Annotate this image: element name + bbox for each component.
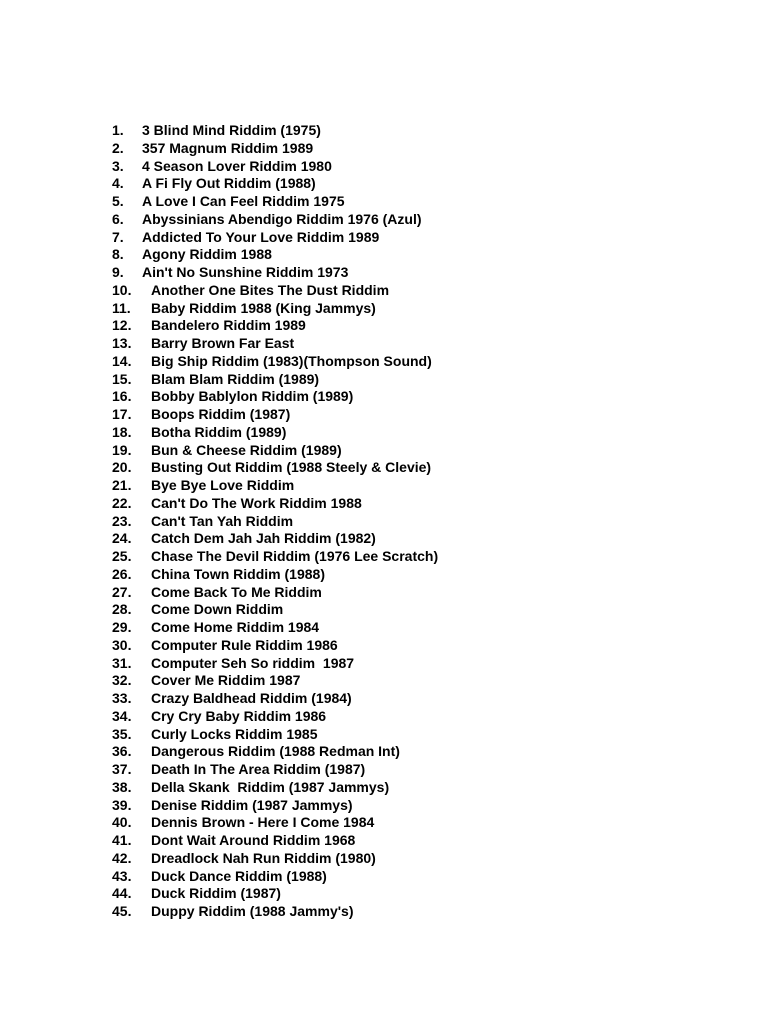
list-item	[112, 211, 438, 229]
item-number: 23.	[112, 512, 132, 529]
item-number: 21.	[112, 477, 132, 493]
item-title: Catch Dem Jah Jah Riddim (1982)	[151, 530, 376, 547]
item-title: Dangerous Riddim (1988 Redman Int)	[151, 743, 400, 760]
list-item	[112, 459, 438, 477]
list-item	[112, 495, 438, 513]
item-number: 32.	[112, 672, 132, 689]
item-number: 38.	[112, 778, 132, 795]
item-title: Denise Riddim (1987 Jammys)	[151, 796, 353, 813]
item-title: 3 Blind Mind Riddim (1975)	[142, 122, 321, 138]
item-title: Agony Riddim 1988	[142, 246, 272, 263]
item-title: Computer Seh So riddim 1987	[151, 654, 355, 671]
list-item	[112, 619, 438, 637]
item-title: Blam Blam Riddim (1989)	[151, 370, 320, 387]
item-title: Busting Out Riddim (1988 Steely & Clevie)	[151, 459, 432, 476]
item-title: Chase The Devil Riddim (1976 Lee Scratch)	[151, 548, 439, 564]
list-item	[112, 158, 438, 176]
item-number: 13.	[112, 335, 132, 351]
item-title: Barry Brown Far East	[151, 335, 295, 351]
list-item	[112, 193, 438, 211]
item-title: Bye Bye Love Riddim	[151, 477, 295, 493]
list-item	[112, 885, 438, 903]
item-number: 15.	[112, 370, 132, 387]
item-number: 37.	[112, 761, 132, 777]
item-title: Addicted To Your Love Riddim 1989	[142, 228, 380, 245]
item-title: Cry Cry Baby Riddim 1986	[151, 707, 327, 724]
item-number: 10.	[112, 281, 132, 298]
list-item	[112, 548, 438, 566]
list-item	[112, 743, 438, 761]
list-item	[112, 246, 438, 264]
list-item	[112, 779, 438, 797]
list-item	[112, 317, 438, 335]
item-number: 11.	[112, 299, 131, 316]
list-item	[112, 371, 438, 389]
list-item	[112, 300, 438, 318]
item-title: Bun & Cheese Riddim (1989)	[151, 441, 342, 458]
list-item	[112, 282, 438, 300]
item-number: 34.	[112, 707, 132, 724]
list-item	[112, 903, 438, 921]
list-item	[112, 140, 438, 158]
item-title: Della Skank Riddim (1987 Jammys)	[151, 778, 390, 795]
item-number: 39.	[112, 796, 132, 813]
item-number: 6.	[112, 210, 124, 227]
list-item	[112, 442, 438, 460]
list-item	[112, 477, 438, 495]
item-number: 36.	[112, 743, 132, 760]
item-number: 35.	[112, 725, 132, 742]
item-title: Cover Me Riddim 1987	[151, 672, 301, 689]
item-title: Bandelero Riddim 1989	[151, 317, 306, 334]
item-number: 28.	[112, 601, 132, 618]
item-title: Duck Riddim (1987)	[151, 885, 281, 902]
item-number: 42.	[112, 849, 132, 866]
list-item	[112, 797, 438, 815]
item-title: Duppy Riddim (1988 Jammy's)	[151, 903, 354, 919]
list-item	[112, 814, 438, 832]
item-title: Baby Riddim 1988 (King Jammys)	[151, 299, 376, 316]
list-item	[112, 513, 438, 531]
item-number: 17.	[112, 406, 132, 422]
item-title: 357 Magnum Riddim 1989	[142, 139, 314, 156]
item-title: Can't Tan Yah Riddim	[151, 512, 294, 529]
item-title: China Town Riddim (1988)	[151, 565, 325, 582]
item-title: Crazy Baldhead Riddim (1984)	[151, 690, 352, 706]
list-item	[112, 335, 438, 353]
item-number: 40.	[112, 814, 132, 831]
item-number: 31.	[112, 654, 132, 671]
item-number: 14.	[112, 352, 132, 369]
item-number: 41.	[112, 832, 132, 848]
item-number: 30.	[112, 636, 132, 653]
list-item	[112, 424, 438, 442]
list-item	[112, 122, 438, 140]
item-title: 4 Season Lover Riddim 1980	[142, 157, 332, 174]
item-title: Dreadlock Nah Run Riddim (1980)	[151, 849, 376, 866]
item-number: 19.	[112, 441, 132, 458]
list-item	[112, 353, 438, 371]
item-title: Big Ship Riddim (1983)(Thompson Sound)	[151, 352, 432, 369]
item-number: 16.	[112, 388, 132, 405]
list-item	[112, 761, 438, 779]
list-item	[112, 637, 438, 655]
list-item	[112, 672, 438, 690]
item-title: Botha Riddim (1989)	[151, 423, 287, 440]
list-item	[112, 655, 438, 673]
item-title: Bobby Bablylon Riddim (1989)	[151, 388, 354, 405]
list-item	[112, 175, 438, 193]
item-number: 45.	[112, 903, 132, 919]
list-item	[112, 601, 438, 619]
item-number: 44.	[112, 885, 132, 902]
list-item	[112, 530, 438, 548]
item-title: Death In The Area Riddim (1987)	[151, 761, 366, 777]
item-number: 20.	[112, 459, 132, 476]
list-item	[112, 690, 438, 708]
item-title: A Love I Can Feel Riddim 1975	[142, 193, 345, 209]
item-title: Come Down Riddim	[151, 601, 284, 618]
item-number: 25.	[112, 548, 132, 564]
item-number: 9.	[112, 264, 124, 280]
item-title: Dont Wait Around Riddim 1968	[151, 832, 356, 848]
list-item	[112, 832, 438, 850]
item-title: Abyssinians Abendigo Riddim 1976 (Azul)	[142, 210, 422, 227]
list-item	[112, 229, 438, 247]
riddim-list	[112, 122, 438, 921]
list-item	[112, 584, 438, 602]
item-number: 22.	[112, 494, 132, 511]
list-item	[112, 566, 438, 584]
item-number: 2.	[112, 139, 124, 156]
item-title: Another One Bites The Dust Riddim	[151, 281, 390, 298]
item-number: 29.	[112, 619, 132, 635]
item-number: 7.	[112, 228, 124, 245]
list-item	[112, 406, 438, 424]
item-title: Can't Do The Work Riddim 1988	[151, 494, 362, 511]
item-title: Boops Riddim (1987)	[151, 406, 291, 422]
list-item	[112, 388, 438, 406]
item-number: 4.	[112, 175, 124, 192]
item-title: Ain't No Sunshine Riddim 1973	[142, 264, 349, 280]
item-title: Come Home Riddim 1984	[151, 619, 320, 635]
item-title: Come Back To Me Riddim	[151, 583, 322, 600]
item-number: 43.	[112, 867, 132, 884]
item-number: 12.	[112, 317, 132, 334]
item-title: Curly Locks Riddim 1985	[151, 725, 318, 742]
item-title: A Fi Fly Out Riddim (1988)	[142, 175, 316, 192]
list-item	[112, 726, 438, 744]
list-item	[112, 708, 438, 726]
item-number: 24.	[112, 530, 132, 547]
item-number: 18.	[112, 423, 132, 440]
list-item	[112, 868, 438, 886]
item-number: 26.	[112, 565, 132, 582]
list-item	[112, 264, 438, 282]
item-title: Dennis Brown - Here I Come 1984	[151, 814, 375, 831]
item-title: Computer Rule Riddim 1986	[151, 636, 338, 653]
item-number: 33.	[112, 690, 132, 706]
item-number: 3.	[112, 157, 124, 174]
item-number: 1.	[112, 122, 124, 138]
item-title: Duck Dance Riddim (1988)	[151, 867, 327, 884]
item-number: 27.	[112, 583, 132, 600]
item-number: 8.	[112, 246, 124, 263]
item-number: 5.	[112, 193, 124, 209]
list-item	[112, 850, 438, 868]
